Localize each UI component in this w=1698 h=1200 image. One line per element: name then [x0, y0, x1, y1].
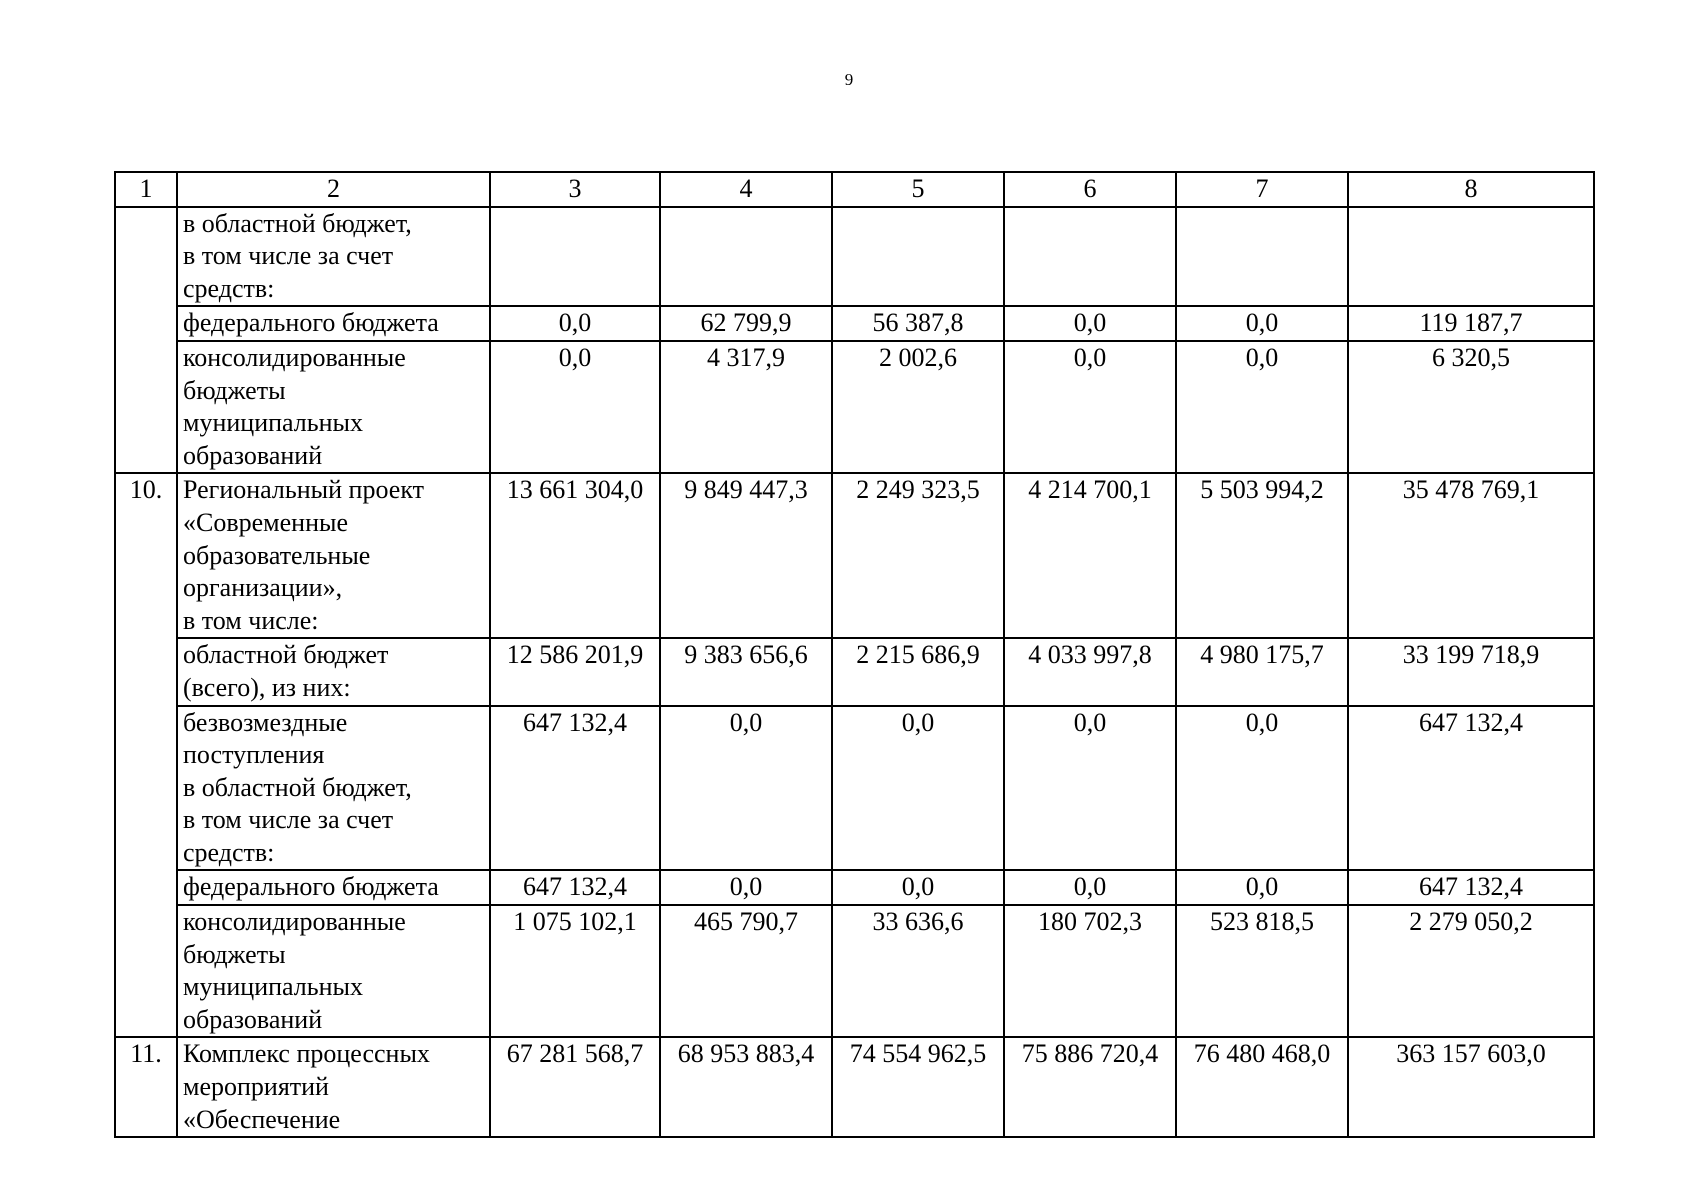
row-index — [115, 638, 177, 705]
table-row — [115, 638, 1594, 705]
column-number: 4 — [660, 172, 832, 207]
column-number: 2 — [177, 172, 490, 207]
row-label — [177, 473, 490, 638]
value-cell — [1004, 207, 1176, 307]
value-cell: 0,0 — [660, 870, 832, 905]
value-cell: 12 586 201,9 — [490, 638, 660, 705]
value-cell: 647 132,4 — [1348, 706, 1594, 871]
row-label-line: Региональный проект — [183, 475, 424, 505]
column-number: 3 — [490, 172, 660, 207]
row-label-line: консолидированные — [183, 342, 406, 372]
value-cell: 67 281 568,7 — [490, 1037, 660, 1137]
value-cell: 465 790,7 — [660, 905, 832, 1037]
row-label-line: «Обеспечение — [183, 1104, 341, 1134]
value-cell: 68 953 883,4 — [660, 1037, 832, 1137]
value-cell: 9 849 447,3 — [660, 473, 832, 638]
table-row — [115, 207, 1594, 307]
table-row — [115, 706, 1594, 871]
row-label-line: муниципальных — [183, 408, 364, 438]
value-cell: 523 818,5 — [1176, 905, 1348, 1037]
table-row — [115, 473, 1594, 638]
value-cell: 0,0 — [1176, 306, 1348, 341]
value-cell: 647 132,4 — [1348, 870, 1594, 905]
value-cell: 0,0 — [490, 306, 660, 341]
table-row — [115, 1037, 1594, 1137]
row-label — [177, 706, 490, 871]
value-cell — [832, 207, 1004, 307]
column-number: 5 — [832, 172, 1004, 207]
row-label — [177, 341, 490, 473]
value-cell: 76 480 468,0 — [1176, 1037, 1348, 1137]
value-cell — [1176, 207, 1348, 307]
row-label-line: муниципальных — [183, 972, 364, 1002]
row-label-line: образований — [183, 1004, 323, 1034]
value-cell: 4 214 700,1 — [1004, 473, 1176, 638]
row-label-line: бюджеты — [183, 939, 286, 969]
value-cell: 33 636,6 — [832, 905, 1004, 1037]
value-cell: 2 249 323,5 — [832, 473, 1004, 638]
value-cell: 74 554 962,5 — [832, 1037, 1004, 1137]
row-label-line: в областной бюджет, — [183, 772, 412, 802]
column-number: 8 — [1348, 172, 1594, 207]
row-index — [115, 706, 177, 871]
value-cell: 0,0 — [1176, 870, 1348, 905]
row-label-line: организации», — [183, 573, 343, 603]
row-index — [115, 870, 177, 905]
row-index: 11. — [115, 1037, 177, 1137]
value-cell: 180 702,3 — [1004, 905, 1176, 1037]
row-label-line: бюджеты — [183, 375, 286, 405]
page-number: 9 — [844, 70, 854, 89]
value-cell — [490, 207, 660, 307]
value-cell: 0,0 — [1176, 706, 1348, 871]
value-cell: 647 132,4 — [490, 870, 660, 905]
value-cell: 4 317,9 — [660, 341, 832, 473]
row-label — [177, 207, 490, 307]
row-label-line: мероприятий — [183, 1072, 329, 1102]
row-label-line: консолидированные — [183, 907, 406, 937]
row-label-line: безвозмездные — [183, 707, 348, 737]
value-cell: 119 187,7 — [1348, 306, 1594, 341]
value-cell: 75 886 720,4 — [1004, 1037, 1176, 1137]
row-label-line: образований — [183, 440, 323, 470]
table-row — [115, 870, 1594, 905]
row-label-line: средств: — [183, 273, 275, 303]
row-label-line: в областной бюджет, — [183, 208, 412, 238]
value-cell: 0,0 — [832, 870, 1004, 905]
value-cell: 0,0 — [490, 341, 660, 473]
column-number: 6 — [1004, 172, 1176, 207]
row-label-line: федерального бюджета — [183, 872, 439, 902]
value-cell: 56 387,8 — [832, 306, 1004, 341]
value-cell: 62 799,9 — [660, 306, 832, 341]
row-label — [177, 306, 490, 341]
column-number: 1 — [115, 172, 177, 207]
row-label-line: поступления — [183, 740, 325, 770]
row-label-line: средств: — [183, 837, 275, 867]
value-cell: 35 478 769,1 — [1348, 473, 1594, 638]
value-cell: 0,0 — [1004, 706, 1176, 871]
row-label-line: в том числе: — [183, 605, 319, 635]
value-cell: 0,0 — [1004, 341, 1176, 473]
row-label — [177, 905, 490, 1037]
row-label — [177, 638, 490, 705]
value-cell: 13 661 304,0 — [490, 473, 660, 638]
value-cell: 647 132,4 — [490, 706, 660, 871]
value-cell: 2 279 050,2 — [1348, 905, 1594, 1037]
value-cell: 0,0 — [1004, 870, 1176, 905]
value-cell: 2 215 686,9 — [832, 638, 1004, 705]
row-index — [115, 905, 177, 1037]
table-row — [115, 306, 1594, 341]
value-cell: 0,0 — [832, 706, 1004, 871]
budget-table — [114, 171, 1595, 1138]
value-cell: 4 980 175,7 — [1176, 638, 1348, 705]
row-label — [177, 870, 490, 905]
value-cell: 33 199 718,9 — [1348, 638, 1594, 705]
row-label — [177, 1037, 490, 1137]
value-cell — [1348, 207, 1594, 307]
column-number: 7 — [1176, 172, 1348, 207]
row-label-line: Комплекс процессных — [183, 1039, 430, 1069]
row-index — [115, 341, 177, 473]
value-cell: 2 002,6 — [832, 341, 1004, 473]
value-cell: 9 383 656,6 — [660, 638, 832, 705]
value-cell: 0,0 — [1004, 306, 1176, 341]
row-index — [115, 306, 177, 341]
value-cell: 4 033 997,8 — [1004, 638, 1176, 705]
row-label-line: в том числе за счет — [183, 805, 394, 835]
value-cell — [660, 207, 832, 307]
row-label-line: образовательные — [183, 540, 371, 570]
value-cell: 5 503 994,2 — [1176, 473, 1348, 638]
table-row — [115, 905, 1594, 1037]
row-label-line: «Современные — [183, 507, 348, 537]
row-label-line: федерального бюджета — [183, 308, 439, 338]
row-index — [115, 207, 177, 307]
value-cell: 1 075 102,1 — [490, 905, 660, 1037]
table-row — [115, 341, 1594, 473]
row-index: 10. — [115, 473, 177, 638]
row-label-line: областной бюджет — [183, 640, 389, 670]
row-label-line: в том числе за счет — [183, 241, 394, 271]
value-cell: 0,0 — [660, 706, 832, 871]
value-cell: 0,0 — [1176, 341, 1348, 473]
column-number-row — [115, 172, 1594, 207]
row-label-line: (всего), из них: — [183, 672, 351, 702]
value-cell: 6 320,5 — [1348, 341, 1594, 473]
value-cell: 363 157 603,0 — [1348, 1037, 1594, 1137]
